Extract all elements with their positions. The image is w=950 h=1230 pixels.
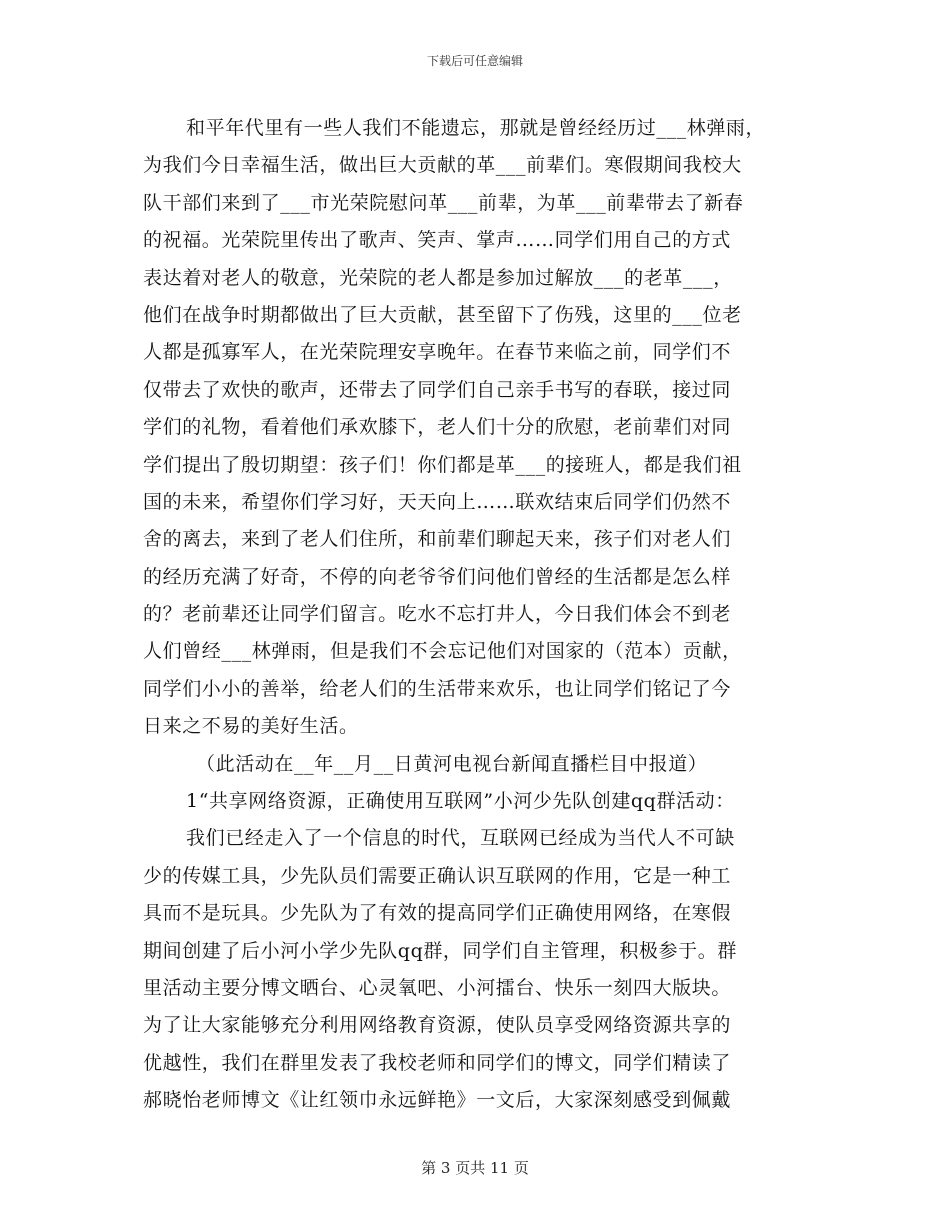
paragraph-line: 表达着对老人的敬意，光荣院的老人都是参加过解放___的老革___， [143, 266, 733, 289]
paragraph-line: 同学们小小的善举，给老人们的生活带来欢乐，也让同学们铭记了今 [143, 677, 732, 700]
paragraph-line: 郝晓怡老师博文《让红领巾永远鲜艳》一文后，大家深刻感受到佩戴 [143, 1089, 732, 1112]
page-header: 下载后可任意编辑 [426, 54, 523, 68]
paragraph-line: 国的未来，希望你们学习好，天天向上……联欢结束后同学们仍然不 [143, 490, 732, 513]
paragraph-line: 学们的礼物，看着他们承欢膝下，老人们十分的欣慰，老前辈们对同 [143, 416, 732, 439]
paragraph-line: 里活动主要分博文晒台、心灵氧吧、小河擂台、快乐一刻四大版块。 [143, 976, 732, 999]
paragraph-line: 优越性，我们在群里发表了我校老师和同学们的博文，同学们精读了 [143, 1051, 732, 1074]
paragraph-line: 人都是孤寡军人，在光荣院理安享晚年。在春节来临之前，同学们不 [143, 341, 732, 364]
paragraph-line: 我们已经走入了一个信息的时代，互联网已经成为当代人不可缺 [186, 827, 735, 850]
paragraph-line: 学们提出了殷切期望：孩子们！你们都是革___的接班人，都是我们祖 [143, 453, 742, 476]
paragraph-line: 期间创建了后小河小学少先队qq群，同学们自主管理，积极参于。群 [143, 939, 737, 962]
paragraph-line: 仅带去了欢快的歌声，还带去了同学们自己亲手书写的春联，接过同 [143, 378, 732, 401]
paragraph-line: 为了让大家能够充分利用网络教育资源，使队员享受网络资源共享的 [143, 1014, 732, 1037]
paragraph-line: 队干部们来到了___市光荣院慰问革___前辈，为革___前辈带去了新春 [143, 191, 744, 214]
paragraph-line: 具而不是玩具。少先队为了有效的提高同学们正确使用网络，在寒假 [143, 902, 732, 925]
report-note: （此活动在__年__月__日黄河电视台新闻直播栏目中报道） [196, 752, 708, 775]
page-footer: 第 3 页共 11 页 [421, 1159, 529, 1177]
paragraph-line: 的祝福。光荣院里传出了歌声、笑声、掌声……同学们用自己的方式 [143, 229, 732, 252]
paragraph-line: 和平年代里有一些人我们不能遗忘，那就是曾经经历过___林弹雨， [186, 117, 766, 139]
section-heading: 1“共享网络资源，正确使用互联网”小河少先队创建qq群活动： [186, 790, 735, 813]
paragraph-line: 他们在战争时期都做出了巨大贡献，甚至留下了伤残，这里的___位老 [143, 303, 742, 326]
document-body [143, 110, 808, 1120]
paragraph-line: 日来之不易的美好生活。 [143, 715, 359, 738]
paragraph-line: 舍的离去，来到了老人们住所，和前辈们聊起天来，孩子们对老人们 [143, 528, 732, 551]
paragraph-line: 少的传媒工具，少先队员们需要正确认识互联网的作用，它是一种工 [143, 864, 732, 887]
paragraph-line: 的经历充满了好奇，不停的向老爷爷们问他们曾经的生活都是怎么样 [143, 565, 732, 588]
paragraph-line: 人们曾经___林弹雨，但是我们不会忘记他们对国家的（范本）贡献， [143, 640, 742, 663]
paragraph-line: 为我们今日幸福生活，做出巨大贡献的革___前辈们。寒假期间我校大 [143, 154, 742, 177]
paragraph-line: 的？老前辈还让同学们留言。吃水不忘打井人，今日我们体会不到老 [143, 603, 732, 626]
